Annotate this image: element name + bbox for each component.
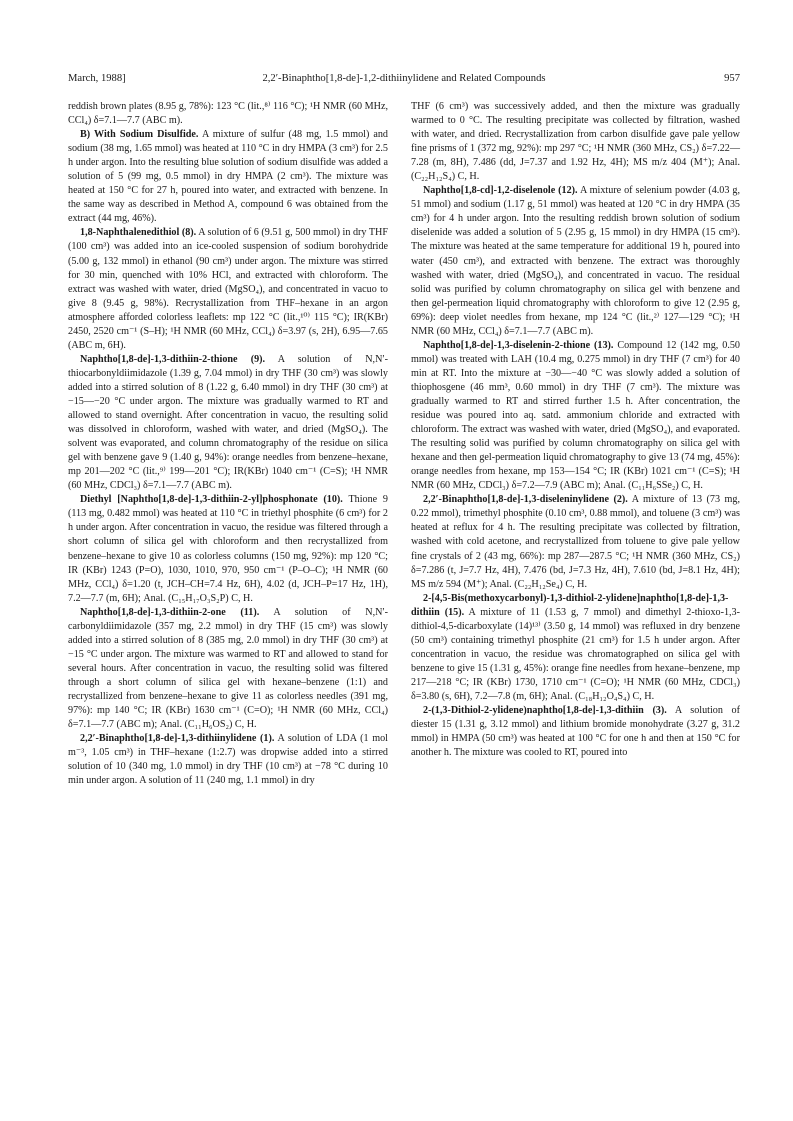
journal-date: March, 1988]	[68, 73, 126, 84]
paragraph: Naphtho[1,8-de]-1,3-dithiin-2-one (11). A solution of N,N′-carbonyldiimidazole (357 mg, 2.2 mmol) in dry THF (15 cm³) was slowly added into a stirred solution of 8 (385 mg, 2.0 mmol) in dry THF (30 cm³) at −15 °C under argon. The mixture was warmed to RT and allowed to stand for several hours. After concentration in vacuo, the resulting solid was filtered through a short column of silica gel with hexane–benzene (1:1) and recrystallized from benzene–hexane to give 11 as colorless needles (391 mg, 97%): mp 140 °C; IR (KBr) 1630 cm⁻¹ (C=O); ¹H NMR (60 MHz, CCl₄) δ=7.1—7.7 (ABC m); Anal. (C₁₁H₆OS₂) C, H.	[68, 606, 388, 731]
right-column	[411, 100, 740, 760]
paragraph: THF (6 cm³) was successively added, and then the mixture was gradually warmed to 0 °C. The resulting precipitate was collected by filtration, washed with water, and dried. Recrystallization from carbon disulfide gave pale yellow fine prisms of 1 (372 mg, 92%): mp 297 °C; ¹H NMR (360 MHz, CS₂) δ=7.22—7.28 (m, 8H), 7.486 (dd, J=7.37 and 1.92 Hz, 4H); MS m/z 404 (M⁺); Anal. (C₂₂H₁₂S₄) C, H.	[411, 101, 740, 183]
page-number: 957	[724, 73, 740, 84]
paragraph: Naphtho[1,8-de]-1,3-dithiin-2-thione (9). A solution of N,N′-thiocarbonyldiimidazole (1.39 g, 7.04 mmol) in dry THF (30 cm³) was slowly added into a stirred solution of 8 (1.22 g, 6.40 mmol) in dry THF (30 cm³) at −15—−20 °C under argon. The mixture was gradually warmed to RT and allowed to stand overnight. After concentration in vacuo, the resulting solid was dissolved in chloroform, washed with water, and dried (MgSO₄). The solvent was evaporated, and column chromatography of the residue on silica gel with benzene gave 9 (1.40 g, 94%): orange needles from benzene–hexane, mp 201—202 °C (lit.,⁹⁾ 199—201 °C); IR(KBr) 1040 cm⁻¹ (C=S); ¹H NMR (60 MHz, CDCl₃) δ=7.1—7.7 (ABC m).	[68, 353, 388, 492]
paragraph: reddish brown plates (8.95 g, 78%): 123 °C (lit.,⁸⁾ 116 °C); ¹H NMR (60 MHz, CCl₄) δ=7.1—7.7 (ABC m).	[68, 101, 388, 127]
section-head: 1,8-Naphthalenedithiol (8).	[80, 227, 197, 239]
paragraph: Diethyl [Naphtho[1,8-de]-1,3-dithiin-2-yl]phosphonate (10). Thione 9 (113 mg, 0.482 mmol) was heated at 110 °C in triethyl phosphite (6 cm³) for 2 h under argon. After concentration in vacuo, the residue was filtered through a short column of silica gel with chloroform and then recrystallized from benzene–hexane to give 10 as colorless columns (150 mg, 92%): mp 120 °C; IR (KBr) 1243 (P=O), 1030, 1010, 970, 950 cm⁻¹ (P–O–C); ¹H NMR (60 MHz, CCl₄) δ=1.20 (t, JCH–CH=7.4 Hz, 6H), 4.02 (d, JCH–P=17 Hz, 1H), 7.2—7.7 (m, 6H); Anal. (C₁₅H₁₇O₃S₂P) C, H.	[68, 494, 388, 604]
section-head: B) With Sodium Disulfide.	[80, 129, 199, 141]
section-head: Naphtho[1,8-de]-1,3-dithiin-2-one (11).	[80, 606, 260, 618]
running-title: 2,2′-Binaphtho[1,8-de]-1,2-dithiinylidene and Related Compounds	[262, 73, 546, 84]
section-head: Naphtho[1,8-de]-1,3-dithiin-2-thione (9).	[80, 353, 266, 365]
section-head: Naphtho[1,8-cd]-1,2-diselenole (12).	[423, 185, 578, 197]
section-head: Diethyl [Naphtho[1,8-de]-1,3-dithiin-2-yl]phosphonate (10).	[80, 494, 343, 506]
running-header	[68, 73, 740, 87]
paragraph: B) With Sodium Disulfide. A mixture of sulfur (48 mg, 1.5 mmol) and sodium (38 mg, 1.65 mmol) was heated at 110 °C in dry HMPA (3 cm³) for 2.5 h under argon. Into the resulting blue solution of sodium disulfide was added a solution of 5 (99 mg, 0.5 mmol) in dry HMPA (2 cm³). The mixture was heated at 150 °C for 27 h, poured into water, and extracted with benzene. In the same way as described in Method A, compound 6 was obtained from the extract (44 mg, 46%).	[68, 129, 388, 225]
paragraph: 1,8-Naphthalenedithiol (8). A solution of 6 (9.51 g, 500 mmol) in dry THF (100 cm³) was added into an ice-cooled suspension of sodium borohydride (5.00 g, 132 mmol) in ethanol (90 cm³) under argon. The mixture was stirred for 30 min, quenched with 10% HCl, and extracted with chloroform. The extract was washed with water, dried (MgSO₄), and concentrated in vacuo to give 8 (9.45 g, 98%). Recrystallization from THF–hexane in an argon atmosphere afforded colorless leaflets: mp 122 °C (lit.,¹⁰⁾ 115 °C); IR(KBr) 2450, 2520 cm⁻¹ (S–H); ¹H NMR (60 MHz, CCl₄) δ=3.97 (s, 2H), 6.95—7.65 (ABC m, 6H).	[68, 227, 388, 351]
section-head: Naphtho[1,8-de]-1,3-diselenin-2-thione (13).	[423, 339, 614, 351]
left-column	[68, 100, 388, 788]
paragraph: 2-[4,5-Bis(methoxycarbonyl)-1,3-dithiol-2-ylidene]naphtho[1,8-de]-1,3-dithiin (15). A mixture of 11 (1.53 g, 7 mmol) and dimethyl 2-thioxo-1,3-dithiol-4,5-dicarboxylate (14)¹³⁾ (3.50 g, 14 mmol) was refluxed in dry benzene (50 cm³) containing trimethyl phosphite (21 cm³) for 1.5 h under argon. After concentration in vacuo, the residue was chromatographed on silica gel with benzene to give 15 (1.31 g, 45%): orange fine needles from hexane–benzene, mp 217—218 °C; IR (KBr) 1730, 1710 cm⁻¹ (C=O); ¹H NMR (60 MHz, CDCl₃) δ=3.80 (s, 6H), 7.2—7.8 (m, 6H); Anal. (C₁₈H₁₂O₄S₄) C, H.	[411, 592, 740, 702]
section-head: 2-[4,5-Bis(methoxycarbonyl)-1,3-dithiol-2-ylidene]naphtho[1,8-de]-1,3-dithiin (15).	[411, 592, 729, 618]
paragraph: 2,2′-Binaphtho[1,8-de]-1,3-dithiinylidene (1). A solution of LDA (1 mol m⁻³, 1.05 cm³) in THF–hexane (1:2.7) was dropwise added into a stirred solution of 10 (340 mg, 1.0 mmol) in dry THF (10 cm³) at −78 °C during 10 min under argon. A solution of 11 (240 mg, 1.1 mmol) in dry	[68, 733, 388, 787]
paragraph: Naphtho[1,8-cd]-1,2-diselenole (12). A mixture of selenium powder (4.03 g, 51 mmol) and sodium (1.17 g, 51 mmol) was heated at 120 °C in dry HMPA (35 cm³) for 4 h under argon. Into the resulting reddish brown solution of sodium diselenide was added a solution of 5 (2.95 g, 15 mmol) in dry HMPA (15 cm³). The mixture was heated at the same temperature for additional 19 h, poured into water (450 cm³), and extracted with benzene. The extract was thoroughly washed with water, dried (MgSO₄), and concentrated in vacuo. The residual solid was purified by column chromatography on silica gel with benzene and then gel-permeation liquid chromatography with chloroform to give 12 (2.95 g, 69%): deep violet needles from hexane, mp 124 °C (lit.,²⁾ 127—129 °C); ¹H NMR (60 MHz, CCl₄) δ=7.1—7.7 (ABC m).	[411, 185, 740, 337]
section-head: 2,2′-Binaphtho[1,8-de]-1,3-dithiinylidene (1).	[80, 733, 275, 745]
section-head: 2-(1,3-Dithiol-2-ylidene)naphtho[1,8-de]-1,3-dithiin (3).	[423, 705, 667, 717]
paragraph: 2,2′-Binaphtho[1,8-de]-1,3-diseleninylidene (2). A mixture of 13 (73 mg, 0.22 mmol), trimethyl phosphite (0.10 cm³, 0.88 mmol), and toluene (3 cm³) was heated at reflux for 4 h. The resulting precipitate was collected by filtration, washed with cold acetone, and recrystallized from toluene to give pale yellow fine crystals of 2 (43 mg, 66%): mp 287—287.5 °C; ¹H NMR (360 MHz, CS₂) δ=7.286 (t, J=7.7 Hz, 4H), 7.476 (bd, J=7.3 Hz, 4H), 7.610 (bd, J=8.1 Hz, 4H); MS m/z 594 (M⁺); Anal. (C₂₂H₁₂Se₄) C, H.	[411, 494, 740, 590]
paragraph: Naphtho[1,8-de]-1,3-diselenin-2-thione (13). Compound 12 (142 mg, 0.50 mmol) was treated with LAH (10.4 mg, 0.275 mmol) in dry THF (7 cm³) for 40 min at RT. Into the mixture at −30—−40 °C was slowly added a solution of thiophosgene (46 mm³, 0.60 mmol) in dry THF (7 cm³). The mixture was gradually warmed to RT and stirred further 1.5 h. After concentration, the residue was poured into aq. satd. ammonium chloride and extracted with chloroform. The extract was washed with water, dried (MgSO₄), and evaporated. The resulting solid was purified by column chromatography on silica gel with hexane and then gel-permeation liquid chromatography to give 13 (74 mg, 45%): orange needles from hexane, mp 153—154 °C; IR (KBr) 1021 cm⁻¹ (C=S); ¹H NMR (60 MHz, CDCl₃) δ=7.2—7.9 (ABC m); Anal. (C₁₁H₆SSe₂) C, H.	[411, 339, 740, 492]
section-head: 2,2′-Binaphtho[1,8-de]-1,3-diseleninylidene (2).	[423, 494, 628, 506]
paragraph: 2-(1,3-Dithiol-2-ylidene)naphtho[1,8-de]-1,3-dithiin (3). A solution of diester 15 (1.31 g, 3.12 mmol) and lithium bromide monohydrate (3.27 g, 31.2 mmol) in HMPA (50 cm³) was heated at 100 °C for one h and then at 150 °C for another h. The mixture was cooled to RT, poured into	[411, 705, 740, 759]
